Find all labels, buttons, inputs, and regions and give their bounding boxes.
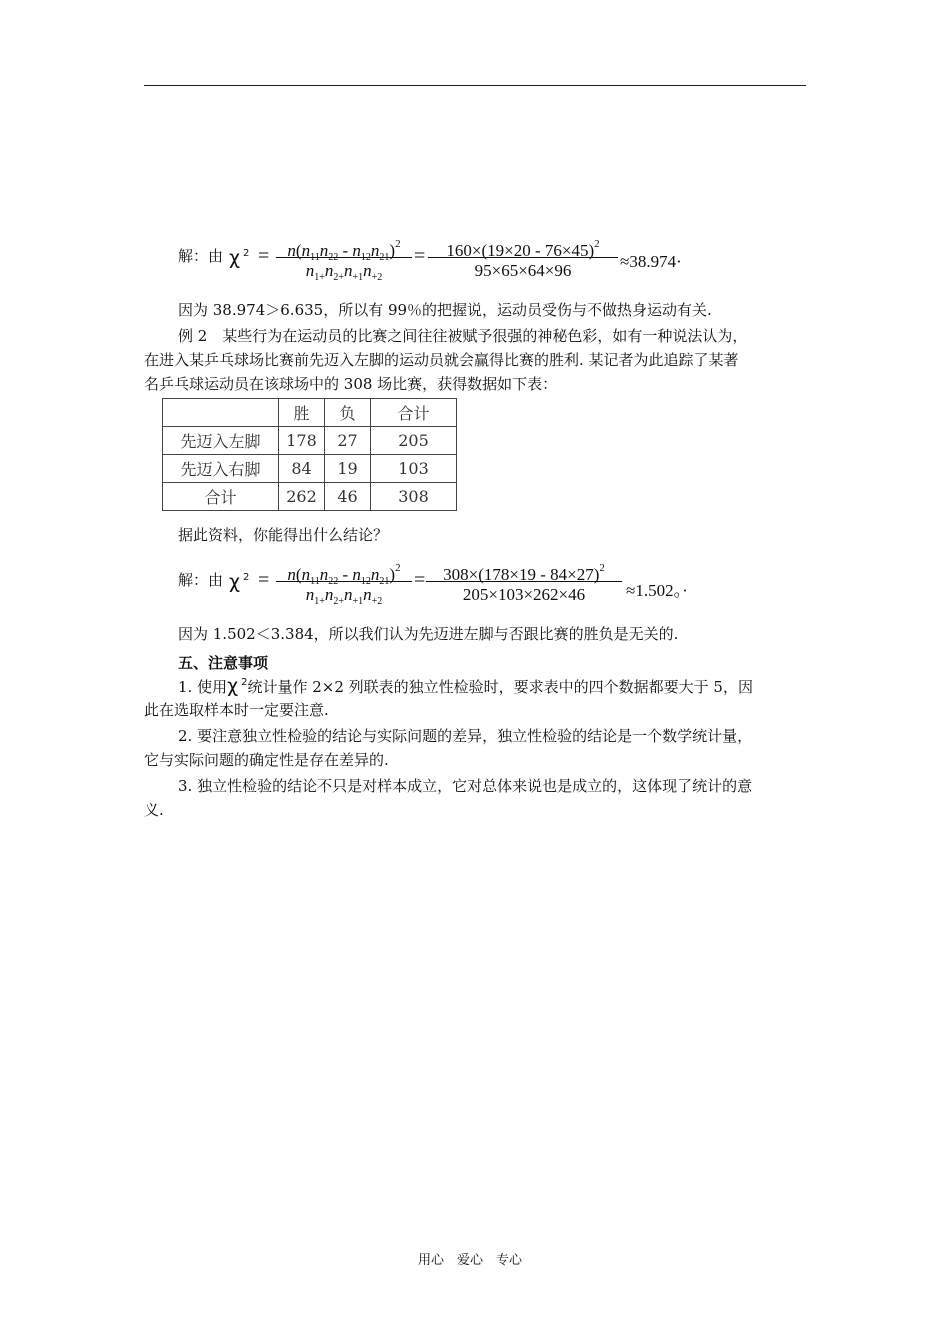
equals-sign: =: [258, 245, 270, 267]
table-header-row: [163, 399, 457, 427]
solution-label: 解：由: [178, 247, 224, 265]
table-cell: 合计: [163, 483, 279, 511]
table-cell: 先迈入左脚: [163, 427, 279, 455]
equals-sign: =: [414, 569, 426, 591]
numeric-fraction: $308\times(178\times 19 - 84\times 27)^2$ 205×103×262×46: [426, 555, 622, 606]
table-header-cell: 负: [325, 399, 371, 427]
result-value: ≈1.502。·: [626, 581, 688, 600]
equals-sign: =: [258, 569, 270, 591]
table-cell: 262: [279, 483, 325, 511]
solution-label: 解：由: [178, 571, 224, 589]
chi-symbol: χ $^2$: [227, 675, 248, 697]
numeric-fraction: $160\times(19\times 20 - 76\times 45)^2$ 95×65×64×96: [428, 231, 618, 282]
question: 据此资料，你能得出什么结论？: [178, 526, 389, 544]
note-3-line-1: 3. 独立性检验的结论不只是对样本成立，它对总体来说也是成立的，这体现了统计的意: [178, 777, 753, 795]
table-cell: 先迈入右脚: [163, 455, 279, 483]
table-row: [163, 427, 457, 455]
equals-sign: =: [414, 245, 426, 267]
table-cell: 46: [325, 483, 371, 511]
table-cell: 103: [371, 455, 457, 483]
page-footer: 用心 爱心 专心: [418, 1253, 523, 1268]
table-row: [163, 455, 457, 483]
chi-square-formula-fraction: $n(n_{11}n_{22} - n_{12}n_{21})^2$ $n_{1+}n_{2+}n_{+1}n_{+2}$: [276, 231, 412, 282]
table-header-cell: 合计: [371, 399, 457, 427]
section-heading: 五、注意事项: [178, 654, 269, 672]
table-cell: 205: [371, 427, 457, 455]
chi-square-formula-fraction: $n(n_{11}n_{22} - n_{12}n_{21})^2$ $n_{1+}n_{2+}n_{+1}n_{+2}$: [276, 555, 412, 606]
chi-symbol: χ $^2$: [229, 571, 250, 593]
note-2-line-2: 它与实际问题的确定性是存在差异的.: [144, 751, 389, 769]
table-cell: 84: [279, 455, 325, 483]
contingency-table: [162, 398, 457, 511]
result-value: ≈38.974·: [620, 252, 682, 271]
table-header-cell: 胜: [279, 399, 325, 427]
table-cell: 308: [371, 483, 457, 511]
paragraph: 因为 38.974＞6.635，所以有 99％的把握说，运动员受伤与不做热身运动有关.: [178, 301, 712, 319]
note-3-line-2: 义.: [144, 801, 164, 819]
header-rule: [144, 85, 806, 86]
table-cell: 27: [325, 427, 371, 455]
note-1-line-2: 此在选取样本时一定要注意.: [144, 701, 329, 719]
example-2-line-3: 名乒乓球运动员在该球场中的 308 场比赛，获得数据如下表：: [144, 375, 558, 393]
example-2-line-2: 在进入某乒乓球场比赛前先迈入左脚的运动员就会赢得比赛的胜利. 某记者为此追踪了某著: [144, 351, 739, 369]
table-header-cell: [163, 399, 279, 427]
note-1-line-1: 1. 使用χ $^2$统计量作 2×2 列联表的独立性检验时，要求表中的四个数据都要大于 5，因: [178, 675, 753, 697]
chi-symbol: χ $^2$: [229, 247, 250, 269]
table-cell: 19: [325, 455, 371, 483]
example-2-line-1: 例 2 某些行为在运动员的比赛之间往往被赋予很强的神秘色彩，如有一种说法认为，: [178, 327, 748, 345]
table-row: [163, 483, 457, 511]
table-cell: 178: [279, 427, 325, 455]
note-2-line-1: 2. 要注意独立性检验的结论与实际问题的差异，独立性检验的结论是一个数学统计量，: [178, 727, 753, 745]
paragraph: 因为 1.502＜3.384，所以我们认为先迈进左脚与否跟比赛的胜负是无关的.: [178, 625, 679, 643]
